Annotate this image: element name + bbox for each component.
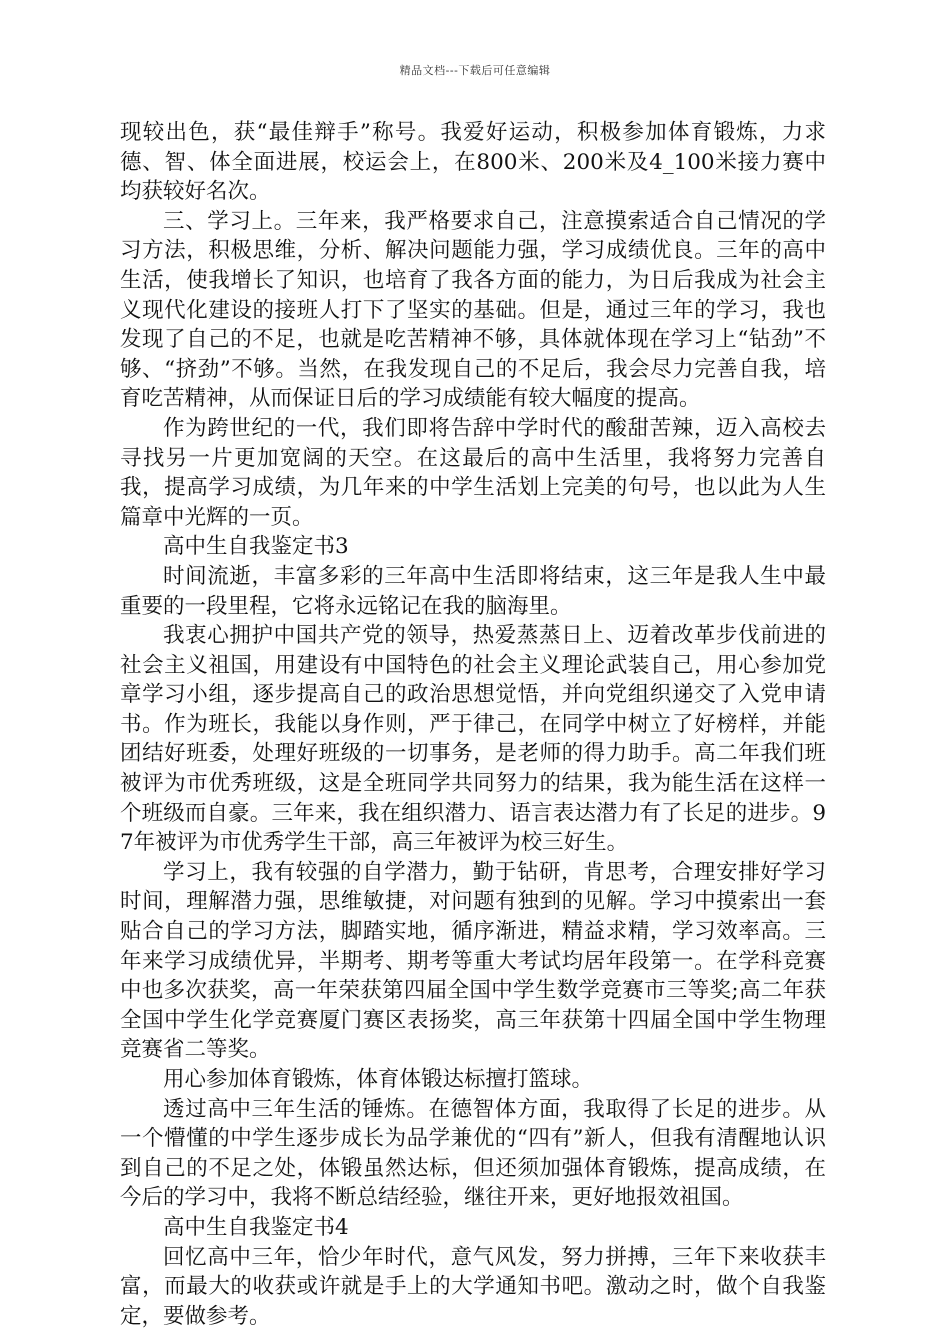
paragraph: 作为跨世纪的一代，我们即将告辞中学时代的酸甜苦辣，迈入高校去寻找另一片更加宽阔的天空。在这最后的高中生活里，我将努力完善自我，提高学习成绩，为几年来的中学生活划上完美的句号，也以此为人生篇章中光辉的一页。: [120, 415, 826, 530]
paragraph: 回忆高中三年，恰少年时代，意气风发，努力拼搏，三年下来收获丰富，而最大的收获或许就是手上的大学通知书吧。激动之时，做个自我鉴定，要做参考。: [120, 1244, 826, 1329]
paragraph: 透过高中三年生活的锤炼。在德智体方面，我取得了长足的进步。从一个懵懂的中学生逐步成长为品学兼优的“四有”新人，但我有清醒地认识到自己的不足之处，体锻虽然达标，但还须加强体育锻炼，提高成绩，在今后的学习中，我将不断总结经验，继往开来，更好地报效祖国。: [120, 1096, 826, 1211]
paragraph: 我衷心拥护中国共产党的领导，热爱蒸蒸日上、迈着改革步伐前进的社会主义祖国，用建设有中国特色的社会主义理论武装自己，用心参加党章学习小组，逐步提高自己的政治思想觉悟，并向党组织递交了入党申请书。作为班长，我能以身作则，严于律己，在同学中树立了好榜样，并能团结好班委，处理好班级的一切事务，是老师的得力助手。高二年我们班被评为市优秀班级，这是全班同学共同努力的结果，我为能生活在这样一个班级而自豪。三年来，我在组织潜力、语言表达潜力有了长足的进步。97年被评为市优秀学生干部，高三年被评为校三好生。: [120, 623, 826, 856]
paragraph: 三、学习上。三年来，我严格要求自己，注意摸索适合自己情况的学习方法，积极思维，分析、解决问题能力强，学习成绩优良。三年的高中生活，使我增长了知识，也培育了我各方面的能力，为日后我成为社会主义现代化建设的接班人打下了坚实的基础。但是，通过三年的学习，我也发现了自己的不足，也就是吃苦精神不够，具体就体现在学习上“钻劲”不够、“挤劲”不够。当然，在我发现自己的不足后，我会尽力完善自我，培育吃苦精神，从而保证日后的学习成绩能有较大幅度的提高。: [120, 208, 826, 412]
paragraph: 用心参加体育锻炼，体育体锻达标擅打篮球。: [163, 1067, 594, 1092]
paragraph: 现较出色，获“最佳辩手”称号。我爱好运动，积极参加体育锻炼，力求德、智、体全面进展，校运会上，在800米、200米及4_100米接力赛中均获较好名次。: [120, 120, 826, 205]
document-body: [120, 118, 826, 1331]
paragraph: 学习上，我有较强的自学潜力，勤于钻研，肯思考，合理安排好学习时间，理解潜力强，思维敏捷，对问题有独到的见解。学习中摸索出一套贴合自己的学习方法，脚踏实地，循序渐进，精益求精，学习效率高。三年来学习成绩优异，半期考、期考等重大考试均居年段第一。在学科竞赛中也多次获奖，高一年荣获第四届全国中学生数学竞赛市三等奖;高二年获全国中学生化学竞赛厦门赛区表扬奖，高三年获第十四届全国中学生物理竞赛省二等奖。: [120, 859, 826, 1063]
section-heading: 高中生自我鉴定书4: [163, 1214, 349, 1240]
page-header: 精品文档---下载后可任意编辑: [399, 64, 551, 77]
section-heading: 高中生自我鉴定书3: [163, 534, 349, 560]
paragraph: 时间流逝，丰富多彩的三年高中生活即将结束，这三年是我人生中最重要的一段里程，它将永远铭记在我的脑海里。: [120, 563, 826, 619]
